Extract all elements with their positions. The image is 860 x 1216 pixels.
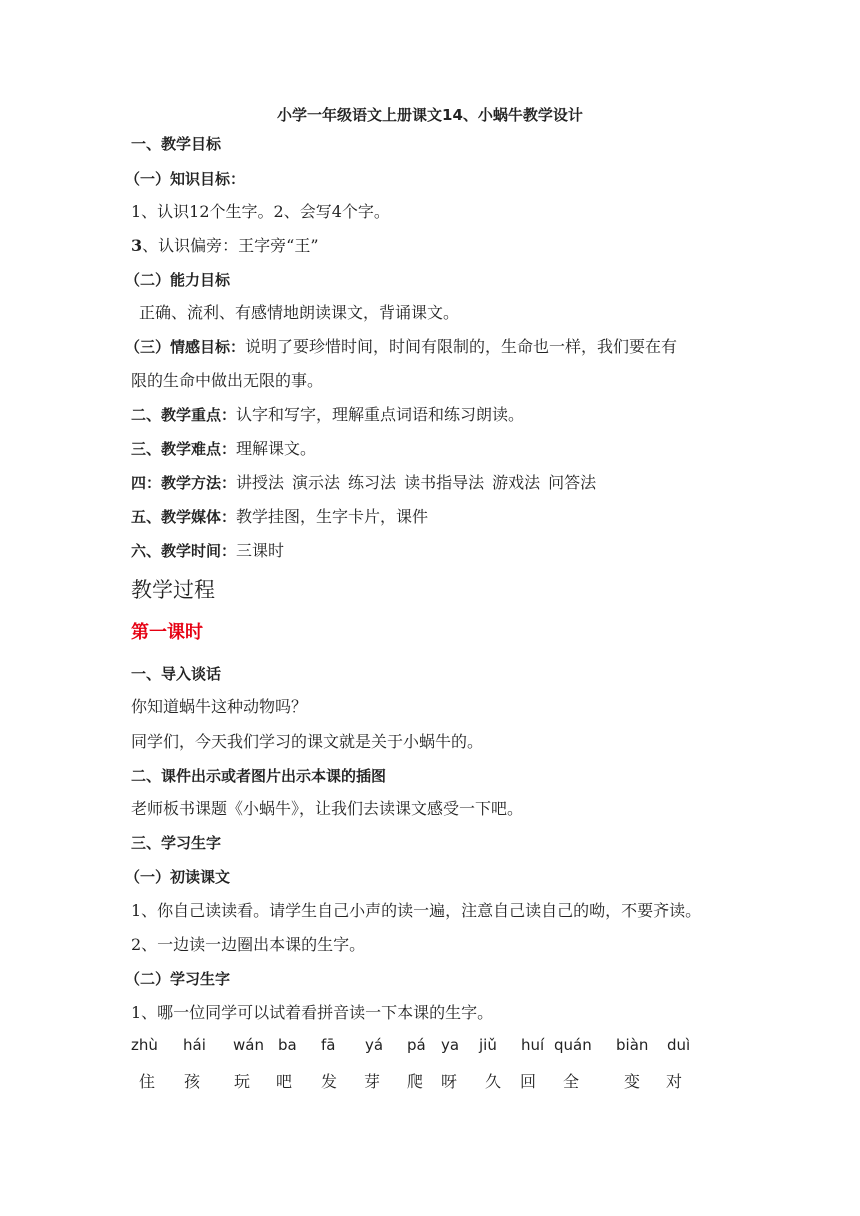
illustration-heading: 二、课件出示或者图片出示本课的插图 (131, 767, 387, 785)
section-teaching-goals-heading: 一、教学目标 (131, 135, 222, 153)
character-item: 孩 (184, 1072, 201, 1091)
emotion-goals-heading: （三）情感目标： (125, 338, 246, 356)
character-item: 发 (321, 1072, 338, 1091)
key-points-text: 认字和写字，理解重点词语和练习朗读。 (236, 405, 525, 424)
study-characters-line1: 1、哪一位同学可以试着看拼音读一下本课的生字。 (131, 1003, 494, 1022)
character-item: 芽 (364, 1072, 381, 1091)
pinyin-item: fā (321, 1036, 336, 1054)
time-line (131, 540, 284, 562)
knowledge-goals-heading: （一）知识目标： (125, 170, 246, 188)
intro-talk-heading: 一、导入谈话 (131, 665, 222, 683)
emotion-goals-line (125, 336, 677, 358)
first-reading-line2: 2、一边读一边圈出本课的生字。 (131, 935, 366, 954)
emotion-goals-text-a: 说明了要珍惜时间，时间有限制的，生命也一样，我们要在有 (245, 337, 678, 356)
pinyin-item: pá (407, 1036, 426, 1054)
pinyin-item: wán (233, 1036, 264, 1054)
first-reading-heading: （一）初读课文 (125, 868, 231, 886)
ability-goals-heading: （二）能力目标 (125, 271, 231, 289)
character-item: 全 (563, 1072, 580, 1091)
character-item: 住 (139, 1072, 156, 1091)
pinyin-item: huí (521, 1036, 545, 1054)
method-item: 练习法 (348, 473, 397, 492)
character-item: 呀 (441, 1072, 458, 1091)
pinyin-item: jiǔ (479, 1036, 497, 1054)
document-title: 小学一年级语文上册课文14、小蜗牛教学设计 (277, 106, 583, 124)
first-reading-line1: 1、你自己读读看。请学生自己小声的读一遍，注意自己读自己的呦，不要齐读。 (131, 901, 702, 920)
pinyin-item: hái (183, 1036, 206, 1054)
difficulties-label: 三、教学难点： (131, 440, 237, 458)
teaching-process-heading: 教学过程 (131, 578, 215, 602)
method-item: 游戏法 (492, 473, 541, 492)
pinyin-item: ba (278, 1036, 297, 1054)
character-item: 玩 (234, 1072, 251, 1091)
first-lesson-heading: 第一课时 (131, 622, 203, 643)
media-text: 教学挂图，生字卡片，课件 (236, 507, 429, 526)
intro-talk-line2: 同学们，今天我们学习的课文就是关于小蜗牛的。 (131, 732, 484, 751)
difficulties-text: 理解课文。 (236, 439, 317, 458)
character-item: 回 (520, 1072, 537, 1091)
method-item: 演示法 (292, 473, 341, 492)
pinyin-row (0, 1036, 860, 1066)
character-item: 对 (666, 1072, 683, 1091)
illustration-line1: 老师板书课题《小蜗牛》，让我们去读课文感受一下吧。 (131, 799, 524, 818)
character-item: 爬 (407, 1072, 424, 1091)
media-line (131, 506, 428, 528)
knowledge-goals-line1: 1、认识12个生字。2、会写4个字。 (131, 202, 390, 221)
pinyin-item: biàn (616, 1036, 649, 1054)
study-characters-heading: （二）学习生字 (125, 970, 231, 988)
characters-row (0, 1069, 860, 1099)
character-item: 久 (485, 1072, 502, 1091)
knowledge-goals-line2-text: 、认识偏旁：王字旁“王” (142, 236, 319, 255)
pinyin-item: quán (554, 1036, 592, 1054)
time-text: 三课时 (236, 541, 285, 560)
methods-line (131, 472, 604, 494)
learn-characters-heading: 三、学习生字 (131, 834, 222, 852)
time-label: 六、教学时间： (131, 542, 237, 560)
media-label: 五、教学媒体： (131, 508, 237, 526)
character-item: 变 (624, 1072, 641, 1091)
intro-talk-line1: 你知道蜗牛这种动物吗？ (131, 697, 308, 716)
key-points-line (131, 404, 524, 426)
pinyin-item: zhù (131, 1036, 158, 1054)
emotion-goals-text-b: 限的生命中做出无限的事。 (131, 371, 324, 390)
key-points-label: 二、教学重点： (131, 406, 237, 424)
ability-goals-text: 正确、流利、有感情地朗读课文，背诵课文。 (139, 303, 460, 322)
knowledge-goals-line2-number: 3 (131, 236, 143, 255)
pinyin-item: yá (365, 1036, 384, 1054)
difficulties-line (131, 438, 316, 460)
method-item: 问答法 (548, 473, 597, 492)
knowledge-goals-line2 (131, 235, 319, 257)
methods-label: 四：教学方法： (131, 474, 237, 492)
pinyin-item: duì (667, 1036, 691, 1054)
pinyin-item: ya (441, 1036, 460, 1054)
method-item: 读书指导法 (404, 473, 485, 492)
character-item: 吧 (276, 1072, 293, 1091)
method-item: 讲授法 (236, 473, 285, 492)
